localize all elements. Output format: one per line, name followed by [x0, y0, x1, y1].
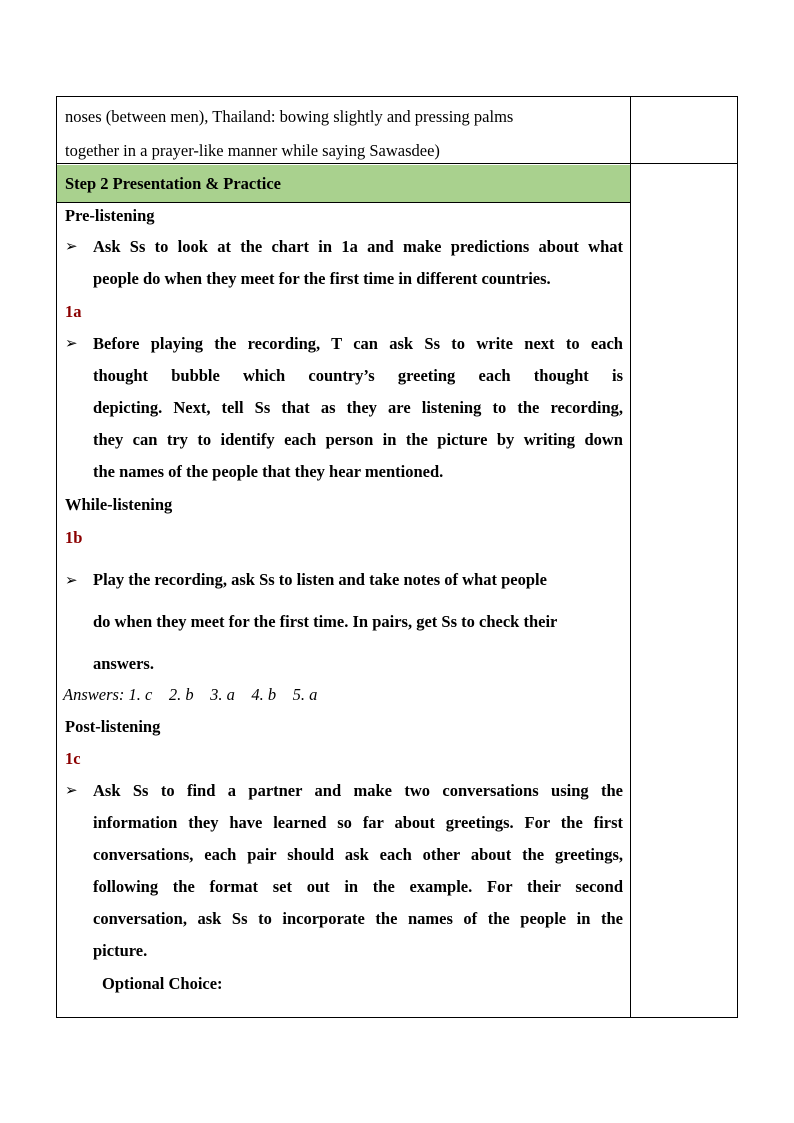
text-line: people do when they meet for the first time in different countries.	[93, 269, 551, 288]
label-1a: 1a	[65, 302, 82, 321]
notes-column-divider	[630, 97, 631, 1017]
pre-listening-bullet-2	[93, 328, 623, 488]
text-line: Ask Ss to look at the chart in 1a and make predictions about what	[93, 237, 623, 256]
answers-line: Answers: 1. c 2. b 3. a 4. b 5. a	[63, 685, 318, 704]
bullet-icon: ➢	[65, 239, 78, 255]
bullet-icon: ➢	[65, 783, 78, 799]
step-divider	[57, 202, 630, 203]
text-line: thought bubble which country’s greeting each thought is	[93, 366, 623, 385]
continued-line-2: together in a prayer-like manner while saying Sawasdee)	[65, 141, 440, 160]
lesson-table	[56, 96, 738, 1018]
bullet-icon: ➢	[65, 336, 78, 352]
while-listening-heading: While-listening	[65, 495, 173, 514]
text-line: information they have learned so far about greetings. For the first	[93, 813, 623, 832]
label-1c: 1c	[65, 749, 81, 768]
text-line: do when they meet for the first time. In pairs, get Ss to check their	[93, 612, 558, 631]
text-line: answers.	[93, 654, 154, 673]
text-line: Ask Ss to find a partner and make two conversations using the	[93, 781, 623, 800]
text-line: Before playing the recording, T can ask Ss to write next to each	[93, 334, 623, 353]
text-line: they can try to identify each person in the picture by writing down	[93, 430, 623, 449]
pre-listening-bullet-1	[93, 231, 623, 295]
text-line: the names of the people that they hear mentioned.	[93, 462, 444, 481]
bullet-icon: ➢	[65, 573, 78, 589]
continued-text-cell	[57, 97, 630, 164]
text-line: Play the recording, ask Ss to listen and take notes of what people	[93, 570, 547, 589]
step-heading-band	[57, 165, 630, 202]
text-line: depicting. Next, tell Ss that as they are listening to the recording,	[93, 398, 623, 417]
text-line: conversation, ask Ss to incorporate the names of the people in the	[93, 909, 623, 928]
optional-choice-label: Optional Choice:	[102, 974, 223, 993]
step-title: Step 2 Presentation & Practice	[65, 174, 281, 193]
pre-listening-heading: Pre-listening	[65, 206, 155, 225]
while-listening-bullet	[93, 559, 623, 685]
text-line: following the format set out in the example. For their second	[93, 877, 623, 896]
text-line: picture.	[93, 941, 148, 960]
text-line: conversations, each pair should ask each other about the greetings,	[93, 845, 623, 864]
post-listening-heading: Post-listening	[65, 717, 161, 736]
continued-line-1: noses (between men), Thailand: bowing slightly and pressing palms	[65, 107, 514, 126]
label-1b: 1b	[65, 528, 83, 547]
post-listening-bullet	[93, 775, 623, 967]
